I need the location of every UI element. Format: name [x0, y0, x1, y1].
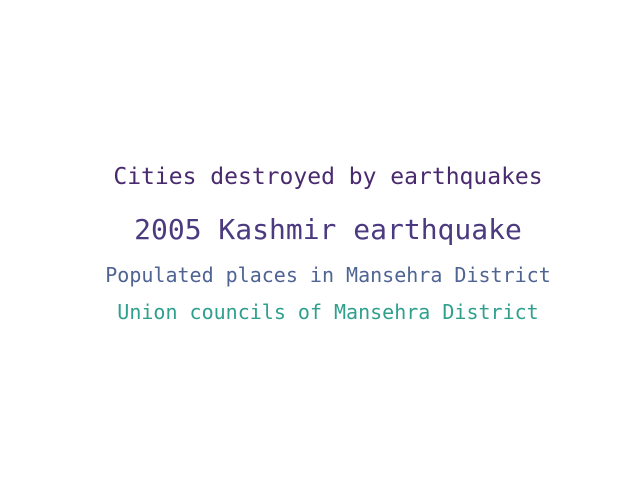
term-populated-places-in-mansehra-district: Populated places in Mansehra District	[105, 263, 551, 287]
term-cities-destroyed-by-earthquakes: Cities destroyed by earthquakes	[113, 164, 543, 190]
term-union-councils-of-mansehra-district: Union councils of Mansehra District	[117, 300, 539, 324]
term-2005-kashmir-earthquake: 2005 Kashmir earthquake	[134, 213, 522, 246]
